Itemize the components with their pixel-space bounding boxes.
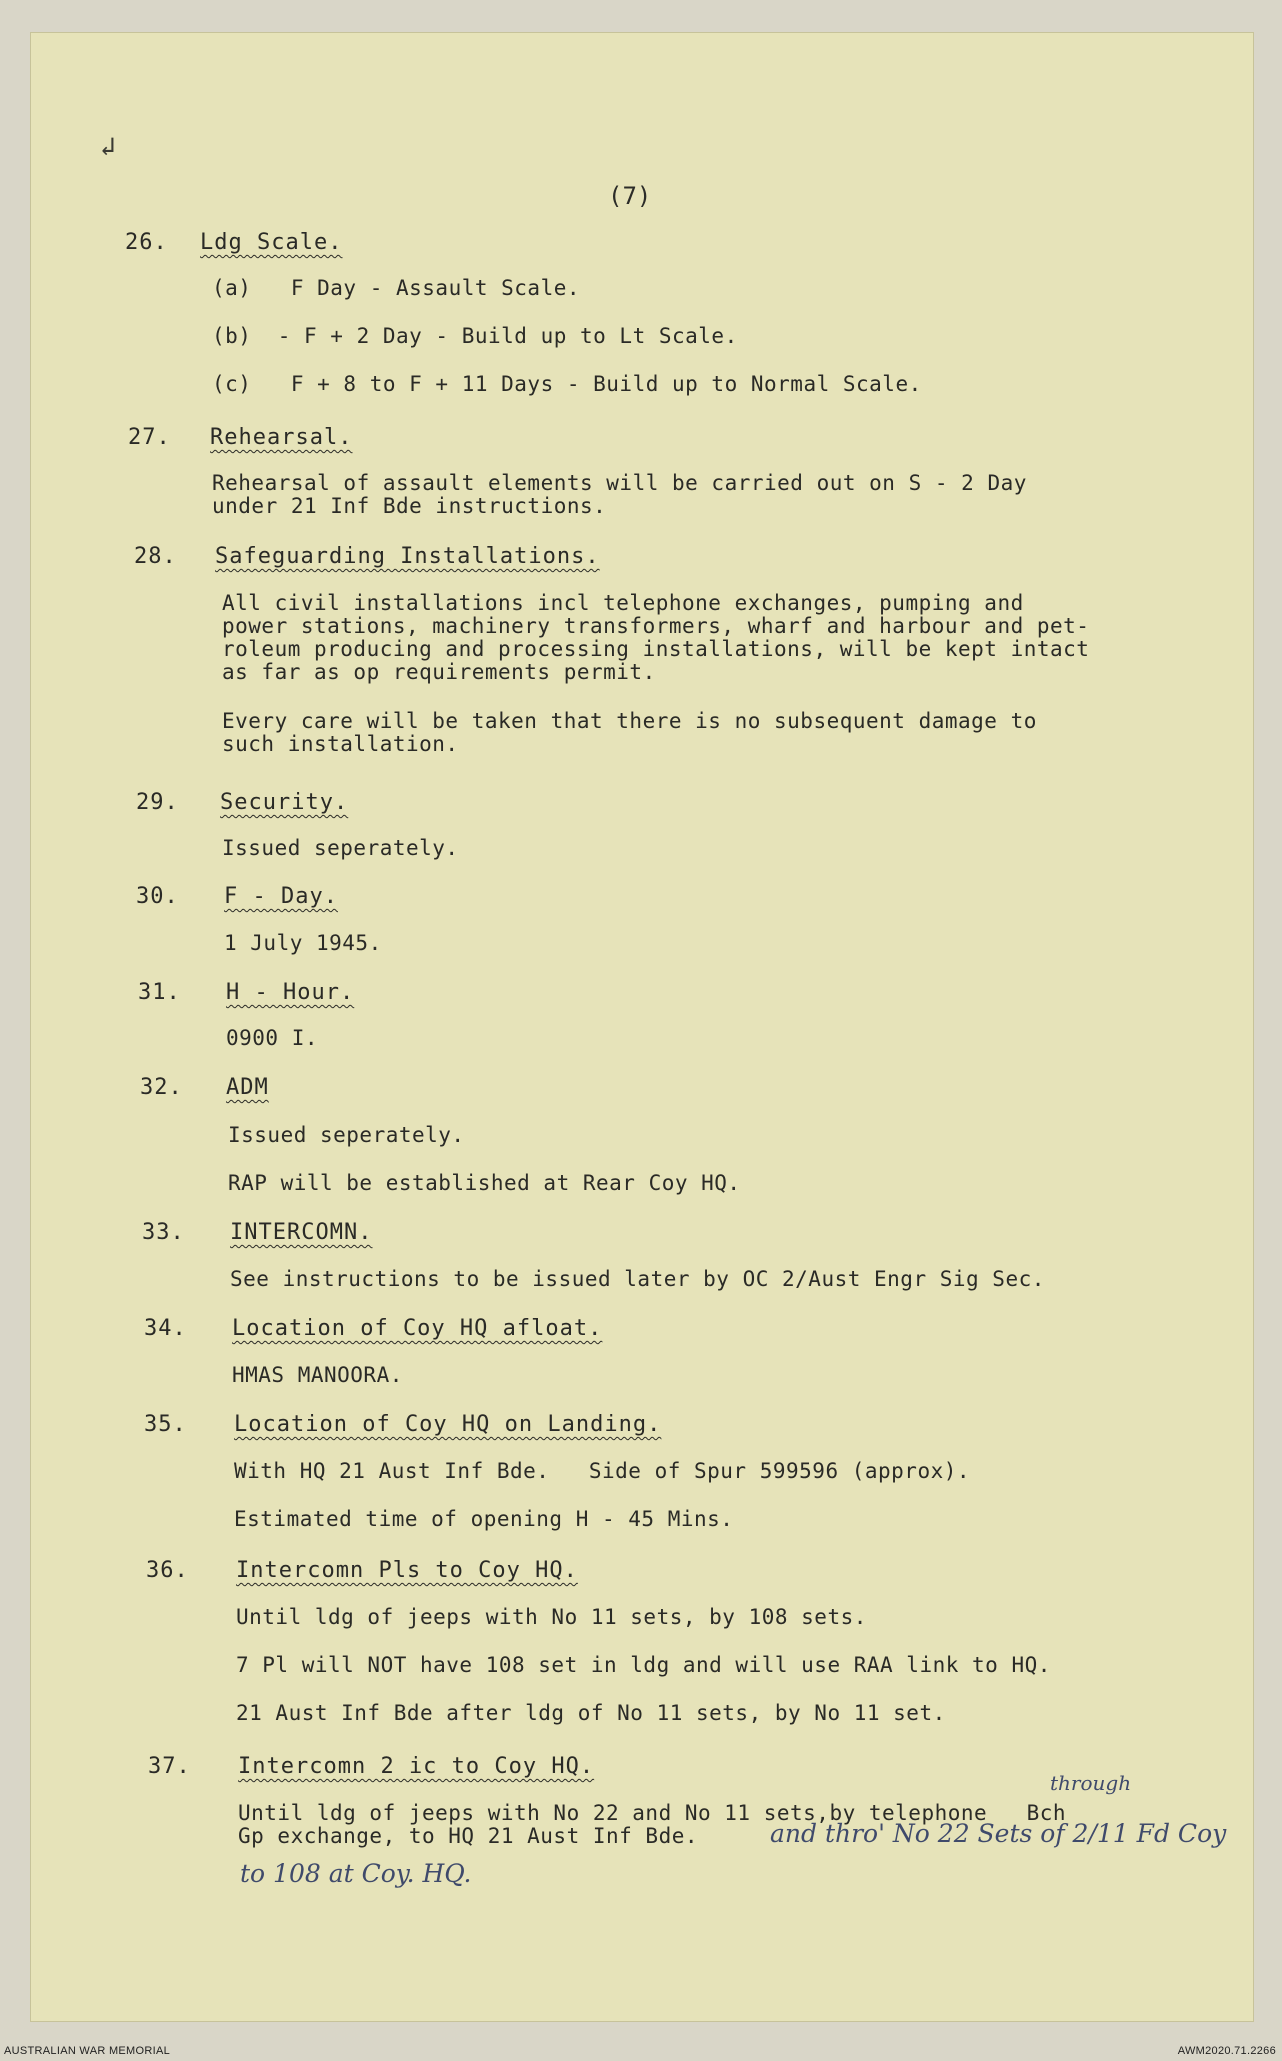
section-line: With HQ 21 Aust Inf Bde. Side of Spur 599596 (approx). — [234, 1459, 971, 1483]
section-line: See instructions to be issued later by OC 2/Aust Engr Sig Sec. — [230, 1267, 1045, 1291]
section-paragraph: Every care will be taken that there is no subsequent damage to such installation. — [222, 709, 1037, 756]
section-line: (a) F Day - Assault Scale. — [212, 276, 581, 300]
section-number: 32. — [140, 1075, 183, 1100]
section-number: 28. — [134, 544, 177, 569]
section-paragraph: Rehearsal of assault elements will be carried out on S - 2 Day under 21 Inf Bde instructions. — [212, 471, 1027, 518]
corner-mark: ↲ — [100, 132, 116, 162]
section-line: (b) - F + 2 Day - Build up to Lt Scale. — [212, 324, 738, 348]
section-line: 21 Aust Inf Bde after ldg of No 11 sets, by No 11 set. — [236, 1701, 946, 1725]
handwritten-insert: through — [1050, 1771, 1132, 1795]
section-number: 31. — [138, 980, 181, 1005]
section-number: 26. — [125, 230, 168, 255]
section-number: 30. — [136, 884, 179, 909]
section-paragraph: Until ldg of jeeps with No 22 and No 11 sets,by telephone Bch Gp exchange, to HQ 21 Aust Inf Bde. — [238, 1801, 1067, 1848]
section-heading: F - Day. — [224, 884, 338, 909]
section-line: Issued seperately. — [228, 1123, 465, 1147]
section-heading: Security. — [220, 790, 349, 815]
archive-label: AUSTRALIAN WAR MEMORIAL — [4, 2045, 171, 2057]
section-heading: Rehearsal. — [210, 425, 353, 450]
section-heading: Ldg Scale. — [200, 230, 343, 255]
section-heading: Location of Coy HQ afloat. — [232, 1316, 603, 1341]
section-number: 33. — [142, 1220, 185, 1245]
section-number: 29. — [136, 790, 179, 815]
section-line: (c) F + 8 to F + 11 Days - Build up to Normal Scale. — [212, 372, 922, 396]
section-heading: ADM — [226, 1075, 269, 1100]
handwritten-last-line: to 108 at Coy. HQ. — [240, 1859, 472, 1888]
section-line: Estimated time of opening H - 45 Mins. — [234, 1507, 734, 1531]
section-heading: Intercomn 2 ic to Coy HQ. — [238, 1754, 595, 1779]
section-heading: Location of Coy HQ on Landing. — [234, 1412, 662, 1437]
section-line: Issued seperately. — [222, 836, 459, 860]
page-number: (7) — [608, 182, 652, 210]
section-number: 35. — [144, 1412, 187, 1437]
handwritten-addition: and thro' No 22 Sets of 2/11 Fd Coy — [770, 1819, 1227, 1848]
section-line: 1 July 1945. — [224, 931, 382, 955]
section-line: 7 Pl will NOT have 108 set in ldg and will use RAA link to HQ. — [236, 1653, 1051, 1677]
section-line: RAP will be established at Rear Coy HQ. — [228, 1171, 741, 1195]
section-number: 34. — [144, 1316, 187, 1341]
section-heading: H - Hour. — [226, 980, 355, 1005]
section-number: 27. — [128, 425, 171, 450]
section-line: Until ldg of jeeps with No 11 sets, by 108 sets. — [236, 1605, 867, 1629]
section-line: HMAS MANOORA. — [232, 1363, 403, 1387]
section-paragraph: All civil installations incl telephone exchanges, pumping and power stations, machinery transformers, wharf and harbour and pet- roleum producing and processing installations, will be kept intact as far as op requirements permit. — [222, 591, 1090, 684]
section-heading: INTERCOMN. — [230, 1220, 373, 1245]
section-number: 36. — [146, 1558, 189, 1583]
section-heading: Intercomn Pls to Coy HQ. — [236, 1558, 578, 1583]
section-line: 0900 I. — [226, 1026, 319, 1050]
section-number: 37. — [148, 1754, 191, 1779]
section-heading: Safeguarding Installations. — [215, 544, 600, 569]
document-page — [30, 32, 1254, 2022]
archive-reference: AWM2020.71.2266 — [1177, 2045, 1276, 2057]
